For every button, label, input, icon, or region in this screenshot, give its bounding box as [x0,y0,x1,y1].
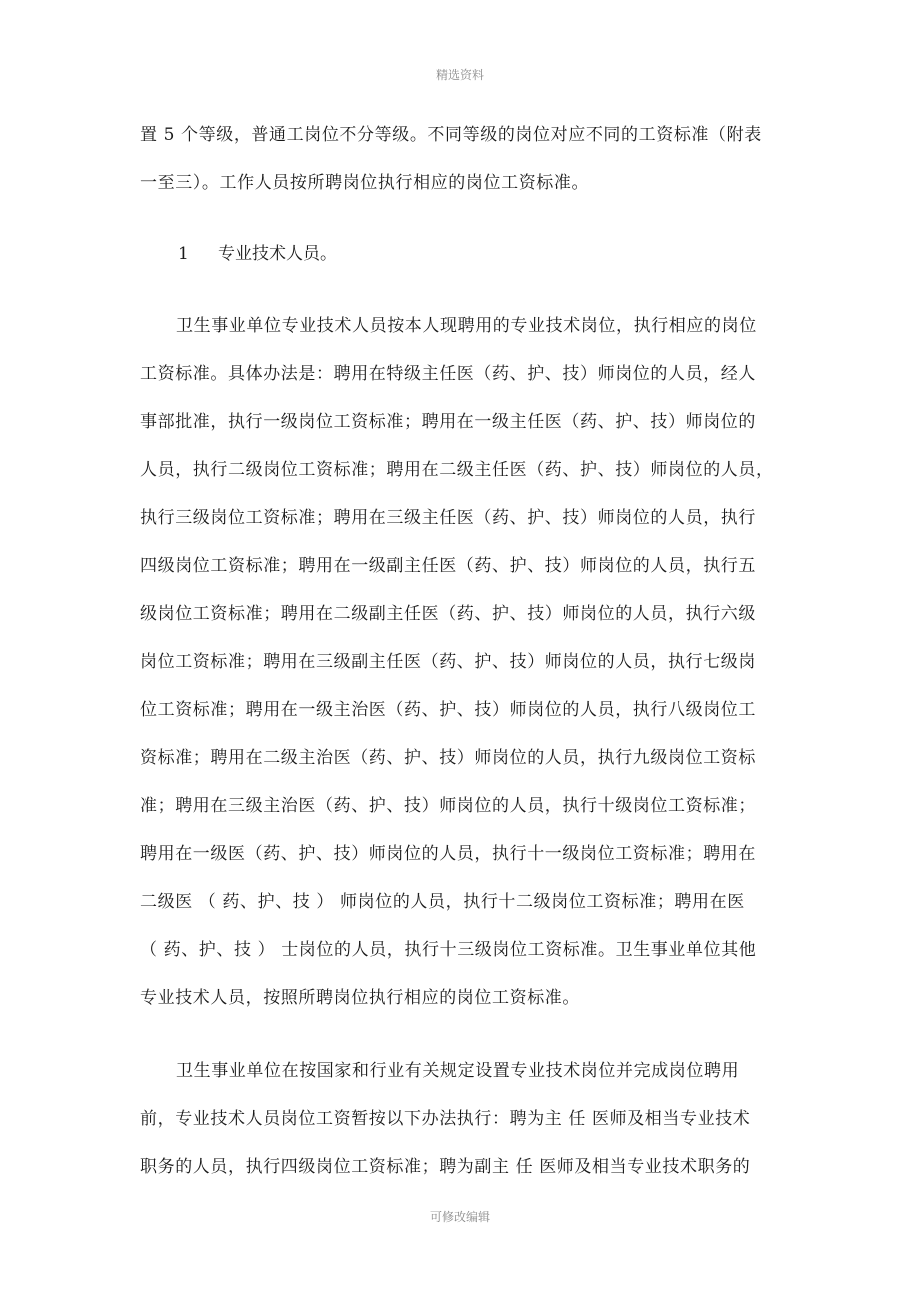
text-line: 职务的人员，执行四级岗位工资标准；聘为副主 任 医师及相当专业技术职务的 [140,1157,751,1177]
text-line: 执行三级岗位工资标准；聘用在三级主任医（药、护、技）师岗位的人员，执行 [140,508,756,528]
text-line: 人员，执行二级岗位工资标准；聘用在二级主任医（药、护、技）师岗位的人员， [140,460,774,480]
text-line: 置 5 个等级，普通工岗位不分等级。不同等级的岗位对应不同的工资标准（附表 [140,125,762,145]
text-line: 准；聘用在三级主治医（药、护、技）师岗位的人员，执行十级岗位工资标准； [140,796,756,816]
text-line: 一至三）。工作人员按所聘岗位执行相应的岗位工资标准。 [140,173,590,193]
page-footer: 可修改编辑 [429,1210,490,1224]
paragraph-continued [140,111,780,207]
text-line: 位工资标准；聘用在一级主治医（药、护、技）师岗位的人员，执行八级岗位工 [140,700,756,720]
paragraph-professional-staff [140,302,780,1022]
text-line: 工资标准。具体办法是：聘用在特级主任医（药、护、技）师岗位的人员，经人 [140,364,756,384]
text-line: 卫生事业单位在按国家和行业有关规定设置专业技术岗位并完成岗位聘用 [176,1061,740,1081]
page-header: 精选资料 [435,68,484,82]
text-line: 卫生事业单位专业技术人员按本人现聘用的专业技术岗位，执行相应的岗位 [176,316,757,336]
text-line: 二级医 （ 药、护、技 ） 师岗位的人员，执行十二级岗位工资标准；聘用在医 [140,892,745,912]
section-number: 1 [178,244,189,264]
section-title: 专业技术人员。 [218,244,337,264]
text-line: 资标准；聘用在二级主治医（药、护、技）师岗位的人员，执行九级岗位工资标 [140,748,756,768]
text-line: （ 药、护、技 ） 士岗位的人员，执行十三级岗位工资标准。卫生事业单位其他 [140,940,757,960]
text-line: 聘用在一级医（药、护、技）师岗位的人员，执行十一级岗位工资标准；聘用在 [140,844,756,864]
text-line: 前，专业技术人员岗位工资暂按以下办法执行：聘为主 任 医师及相当专业技术 [140,1109,751,1129]
text-line: 岗位工资标准；聘用在三级副主任医（药、护、技）师岗位的人员，执行七级岗 [140,652,756,672]
text-line: 级岗位工资标准；聘用在二级副主任医（药、护、技）师岗位的人员，执行六级 [140,604,756,624]
section-heading [178,230,337,278]
text-line: 事部批准，执行一级岗位工资标准；聘用在一级主任医（药、护、技）师岗位的 [140,412,756,432]
text-line: 专业技术人员，按照所聘岗位执行相应的岗位工资标准。 [140,988,580,1008]
paragraph-transitional-rules [140,1047,780,1191]
text-line: 四级岗位工资标准；聘用在一级副主任医（药、护、技）师岗位的人员，执行五 [140,556,756,576]
